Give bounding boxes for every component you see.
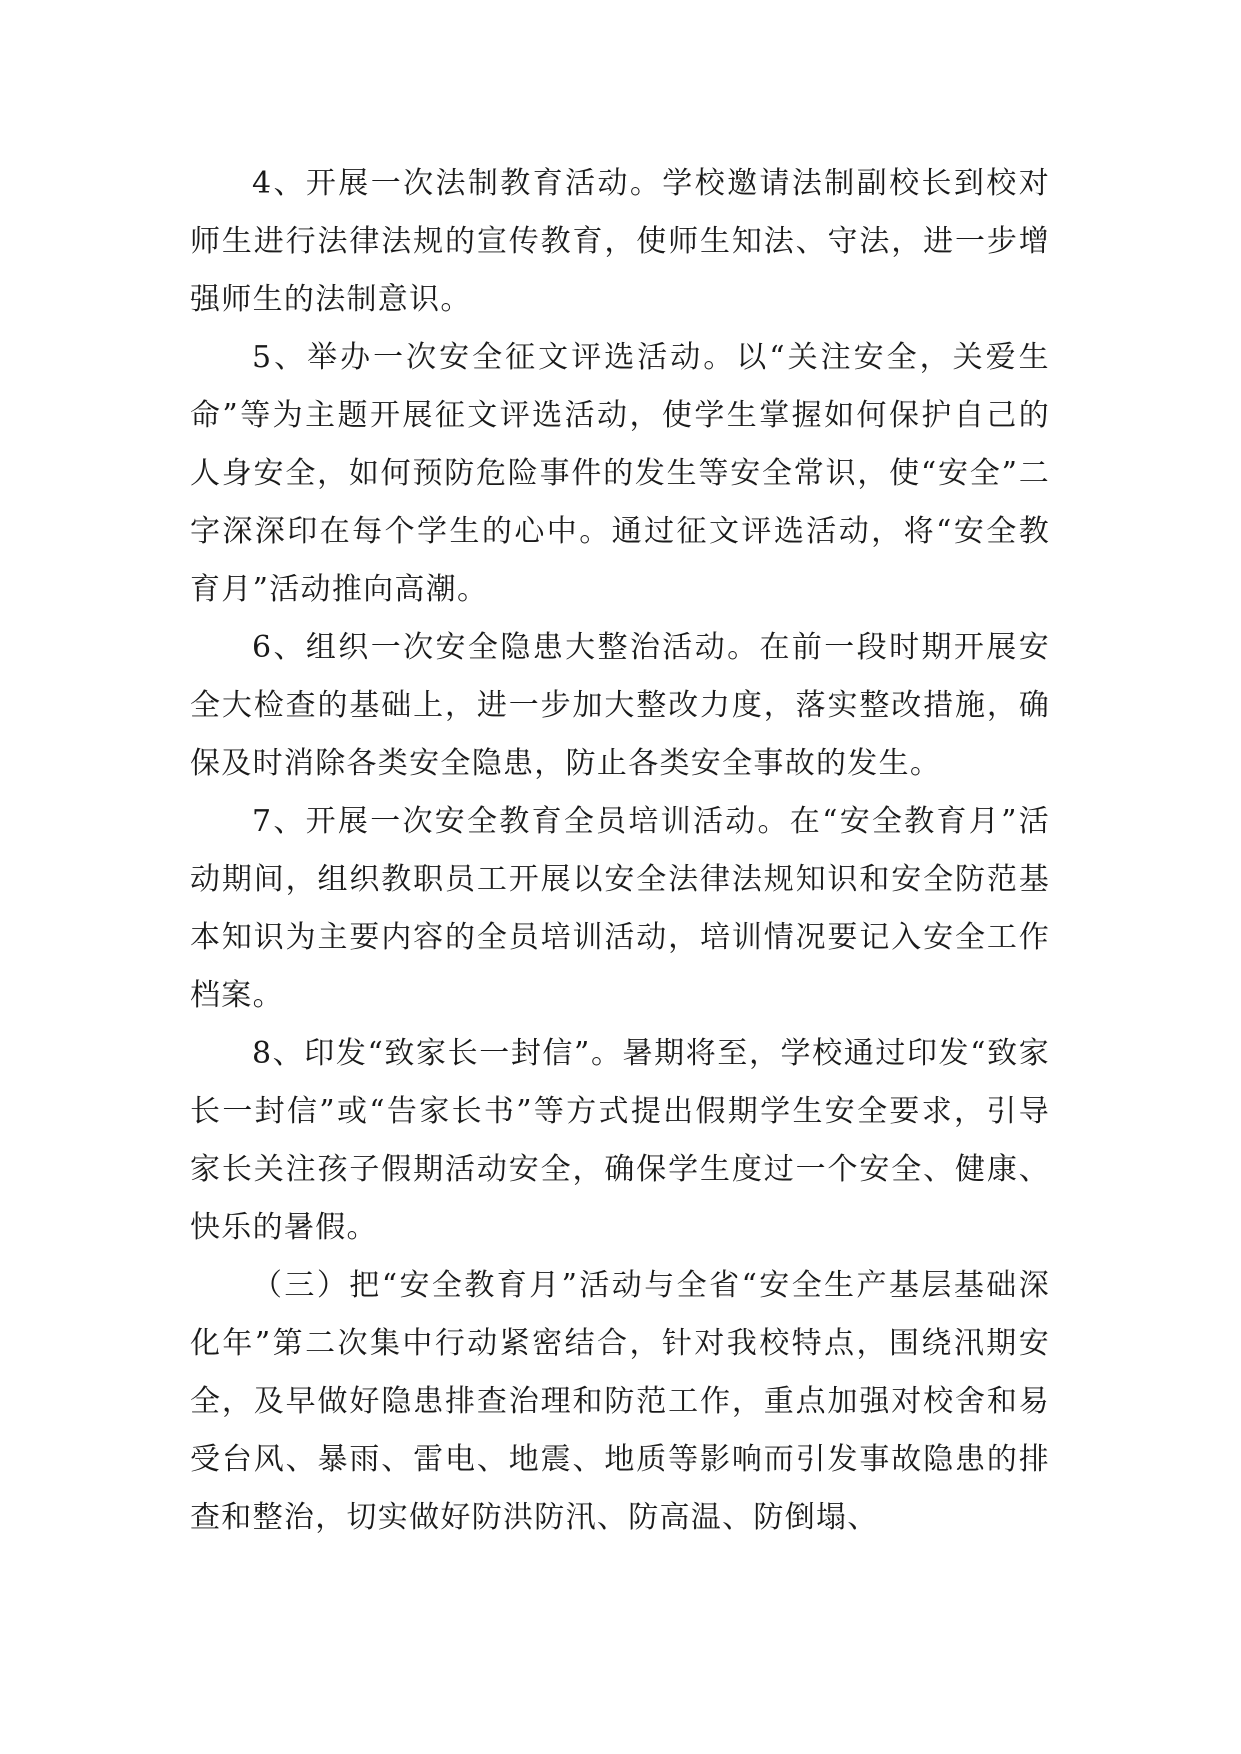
paragraph-item-8: 8、印发“致家长一封信”。暑期将至，学校通过印发“致家长一封信”或“告家长书”等方式提出假期学生安全要求，引导家长关注孩子假期活动安全，确保学生度过一个安全、健康、快乐的暑假。 (190, 1036, 1050, 1245)
document-body (190, 155, 1050, 1547)
paragraph-item-4: 4、开展一次法制教育活动。学校邀请法制副校长到校对师生进行法律法规的宣传教育，使师生知法、守法，进一步增强师生的法制意识。 (190, 166, 1050, 317)
paragraph-item-7: 7、开展一次安全教育全员培训活动。在“安全教育月”活动期间，组织教职员工开展以安全法律法规知识和安全防范基本知识为主要内容的全员培训活动，培训情况要记入安全工作档案。 (190, 804, 1050, 1013)
paragraph-item-5: 5、举办一次安全征文评选活动。以“关注安全，关爱生命”等为主题开展征文评选活动，使学生掌握如何保护自己的人身安全，如何预防危险事件的发生等安全常识，使“安全”二字深深印在每个学生的心中。通过征文评选活动，将“安全教育月”活动推向高潮。 (190, 340, 1050, 607)
paragraph-item-6: 6、组织一次安全隐患大整治活动。在前一段时期开展安全大检查的基础上，进一步加大整改力度，落实整改措施，确保及时消除各类安全隐患，防止各类安全事故的发生。 (190, 630, 1050, 781)
paragraph-section-3: （三）把“安全教育月”活动与全省“安全生产基层基础深化年”第二次集中行动紧密结合，针对我校特点，围绕汛期安全，及早做好隐患排查治理和防范工作，重点加强对校舍和易受台风、暴雨、雷电、地震、地质等影响而引发事故隐患的排查和整治，切实做好防洪防汛、防高温、防倒塌、 (190, 1268, 1050, 1535)
